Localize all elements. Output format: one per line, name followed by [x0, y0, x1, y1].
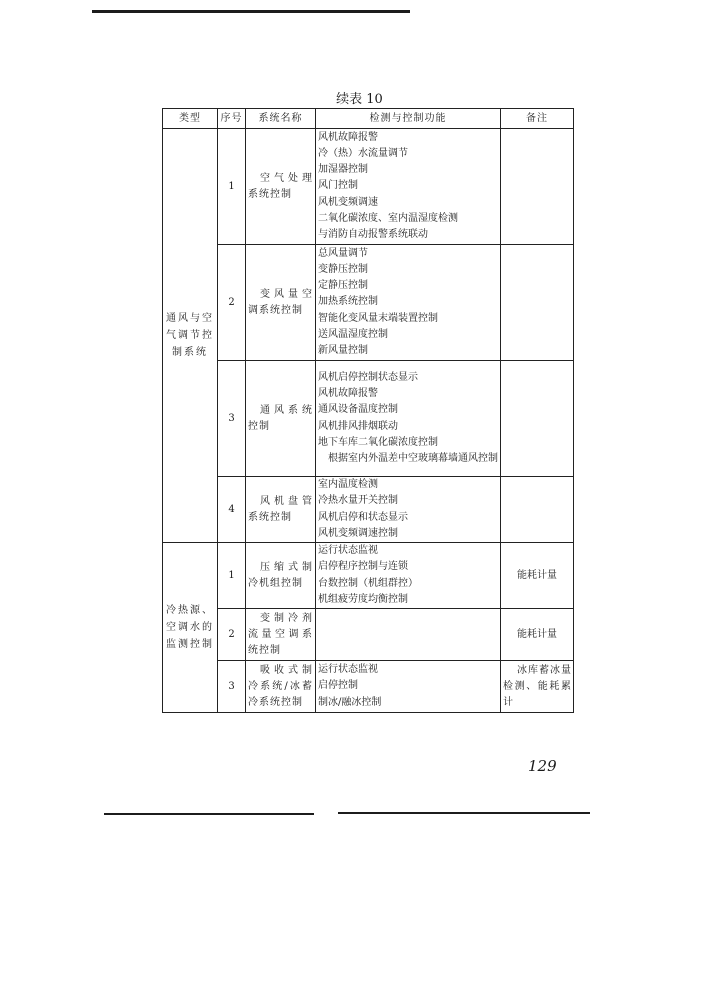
func-line: 总风量调节 [318, 247, 368, 259]
scan-line-top [92, 10, 410, 13]
func-line: 室内温度检测 [318, 479, 378, 491]
table-row [163, 661, 574, 713]
func-line: 风机故障报警 [318, 131, 378, 143]
note-cell [501, 361, 574, 477]
func-line: 定静压控制 [318, 280, 368, 292]
name-cell: 空气处理系统控制 [246, 129, 316, 245]
func-line: 冷热水量开关控制 [318, 495, 398, 507]
func-line: 风门控制 [318, 180, 358, 192]
func-line: 智能化变风量末端装置控制 [318, 312, 438, 324]
func-line: 运行状态监视 [318, 664, 378, 676]
table-row [163, 609, 574, 661]
scan-line-bottom-left [104, 813, 314, 815]
header-type: 类型 [163, 109, 218, 129]
name-cell: 吸收式制冷系统/冰蓄冷系统控制 [246, 661, 316, 713]
func-line: 与消防自动报警系统联动 [318, 229, 428, 240]
num-cell: 3 [218, 361, 246, 477]
func-line: 冷（热）水流量调节 [318, 147, 408, 159]
note-cell [501, 129, 574, 245]
func-line: 根据室内外温差中空玻璃幕墙通风控制 [328, 452, 498, 464]
func-line: 制冰/融冰控制 [318, 696, 382, 708]
num-cell: 2 [218, 245, 246, 361]
num-cell: 2 [218, 609, 246, 661]
type-cell: 冷热源、空调水的监测控制 [163, 543, 218, 713]
note-cell: 能耗计量 [501, 609, 574, 661]
func-line: 运行状态监视 [318, 545, 378, 557]
func-line: 风机启停和状态显示 [318, 511, 408, 523]
note-cell: 能耗计量 [501, 543, 574, 609]
func-line: 加热系统控制 [318, 296, 378, 308]
header-func: 检测与控制功能 [316, 109, 501, 129]
func-line: 二氧化碳浓度、室内温湿度检测 [318, 212, 458, 224]
control-function-table [162, 108, 574, 713]
type-cell: 通风与空气调节控制系统 [163, 129, 218, 543]
func-line: 启停控制 [318, 680, 358, 692]
scan-line-bottom-right [338, 812, 590, 814]
table-caption: 续表 10 [336, 92, 383, 107]
func-line: 新风量控制 [318, 345, 368, 356]
page-number: 129 [528, 757, 557, 775]
func-line: 送风温湿度控制 [318, 328, 388, 340]
func-cell [316, 361, 501, 477]
func-line: 风机变频调速控制 [318, 527, 398, 539]
func-line: 风机排风排烟联动 [318, 420, 398, 432]
func-cell [316, 543, 501, 609]
func-line: 加湿器控制 [318, 164, 368, 176]
func-cell [316, 129, 501, 245]
func-cell [316, 477, 501, 543]
func-line: 机组疲劳度均衡控制 [318, 593, 408, 605]
header-num: 序号 [218, 109, 246, 129]
func-line: 风机故障报警 [318, 388, 378, 400]
num-cell: 3 [218, 661, 246, 713]
header-name: 系统名称 [246, 109, 316, 129]
table-row [163, 129, 574, 245]
func-line: 启停程序控制与连锁 [318, 561, 408, 573]
func-line: 变静压控制 [318, 263, 368, 275]
name-cell: 通风系统控制 [246, 361, 316, 477]
func-line: 地下车库二氧化碳浓度控制 [318, 436, 438, 448]
note-cell: 冰库蓄冰量检测、能耗累计 [501, 661, 574, 713]
table-row [163, 477, 574, 543]
name-cell: 变制冷剂流量空调系统控制 [246, 609, 316, 661]
note-cell [501, 245, 574, 361]
func-line: 台数控制（机组群控） [318, 577, 418, 589]
name-cell: 压缩式制冷机组控制 [246, 543, 316, 609]
table-row [163, 361, 574, 477]
func-line: 风机变频调速 [318, 196, 378, 208]
num-cell: 4 [218, 477, 246, 543]
func-cell [316, 609, 501, 661]
table-header-row [163, 109, 574, 129]
name-cell: 风机盘管系统控制 [246, 477, 316, 543]
table-row [163, 245, 574, 361]
name-cell: 变风量空调系统控制 [246, 245, 316, 361]
func-line: 通风设备温度控制 [318, 404, 398, 416]
func-line: 风机启停控制状态显示 [318, 371, 418, 383]
table-row [163, 543, 574, 609]
header-note: 备注 [501, 109, 574, 129]
note-cell [501, 477, 574, 543]
num-cell: 1 [218, 543, 246, 609]
func-cell [316, 661, 501, 713]
num-cell: 1 [218, 129, 246, 245]
func-cell [316, 245, 501, 361]
